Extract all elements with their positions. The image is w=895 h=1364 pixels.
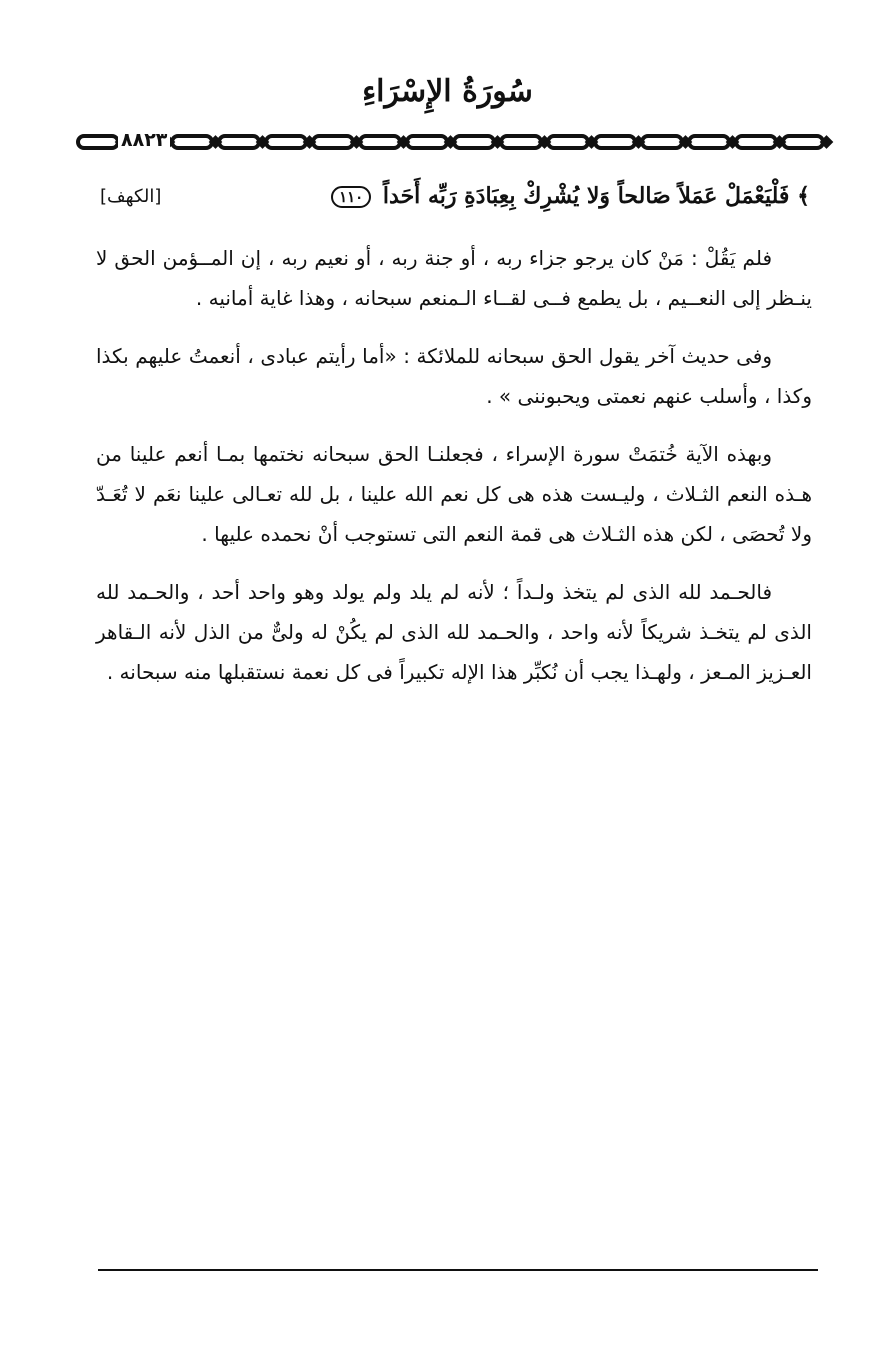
verse-number-badge: ١١٠ <box>331 186 371 208</box>
paragraph: وفى حديث آخر يقول الحق سبحانه للملائكة : «أما رأيتم عبادى ، أنعمتُ عليهم بكذا وكذا ، وأسلب عنهم نعمتى ويحبوننى » . <box>96 344 812 408</box>
chain-link <box>501 136 541 148</box>
quran-verse <box>170 178 810 214</box>
verse-source-reference: [الكهف] <box>100 186 162 207</box>
paragraph: وبهذه الآية خُتمَتْ سورة الإسراء ، فجعلنـا الحق سبحانه نختمها بمـا أنعم علينا من هـذه النعم الثـلاث ، وليـست هذه هى كل نعم الله علينا ، بل لله تعـالى علينا نعَم لا تُعَـدّ ولا تُحصَى ، لكن هذه الثـلاث هى قمة النعم التى تستوجب أنْ نحمده عليها . <box>96 442 812 546</box>
paragraph: فالحـمد لله الذى لم يتخذ ولـداً ؛ لأنه لم يلد ولم يولد وهو واحد أحد ، والحـمد لله الذى لم يتخـذ شريكاً لأنه واحد ، والحـمد لله الذى لم يكُنْ له ولىٌّ من الذل لأنه الـقاهر العـزيز المـعز ، ولهـذا يجب أن نُكبِّر هذا الإله تكبيراً فى كل نعمة نستقبلها منه سبحانه . <box>96 580 812 684</box>
chain-link <box>548 136 588 148</box>
chain-link <box>642 136 682 148</box>
verse-text: فَلْيَعْمَلْ عَمَلاً صَالحاً وَلا يُشْرِكْ بِعِبَادَةِ رَبِّه أَحَداً <box>382 183 790 209</box>
ornamental-chain-border <box>74 130 834 154</box>
chain-link <box>783 136 823 148</box>
chain-link <box>172 136 212 148</box>
footer-rule <box>98 1269 818 1271</box>
commentary-body <box>96 238 812 710</box>
chain-link <box>407 136 447 148</box>
chain-link <box>360 136 400 148</box>
chain-link <box>266 136 306 148</box>
chain-link <box>219 136 259 148</box>
verse-closing-bracket: ﴾ <box>797 183 810 209</box>
chain-link <box>454 136 494 148</box>
chain-diamond <box>823 138 831 146</box>
page-number: ٨٨٢٣ <box>118 128 170 152</box>
chain-link <box>595 136 635 148</box>
paragraph: فلم يَقُلْ : مَنْ كان يرجو جزاء ربه ، أو جنة ربه ، أو نعيم ربه ، إن المــؤمن الحق لا ينـظر إلى النعــيم ، بل يطمع فــى لقــاء الـمنعم سبحانه ، وهذا غاية أمانيه . <box>96 246 812 310</box>
chain-link <box>313 136 353 148</box>
chain-link <box>78 136 118 148</box>
chain-link <box>736 136 776 148</box>
chain-link <box>689 136 729 148</box>
surah-title: سُورَةُ الإِسْرَاءِ <box>362 74 533 109</box>
